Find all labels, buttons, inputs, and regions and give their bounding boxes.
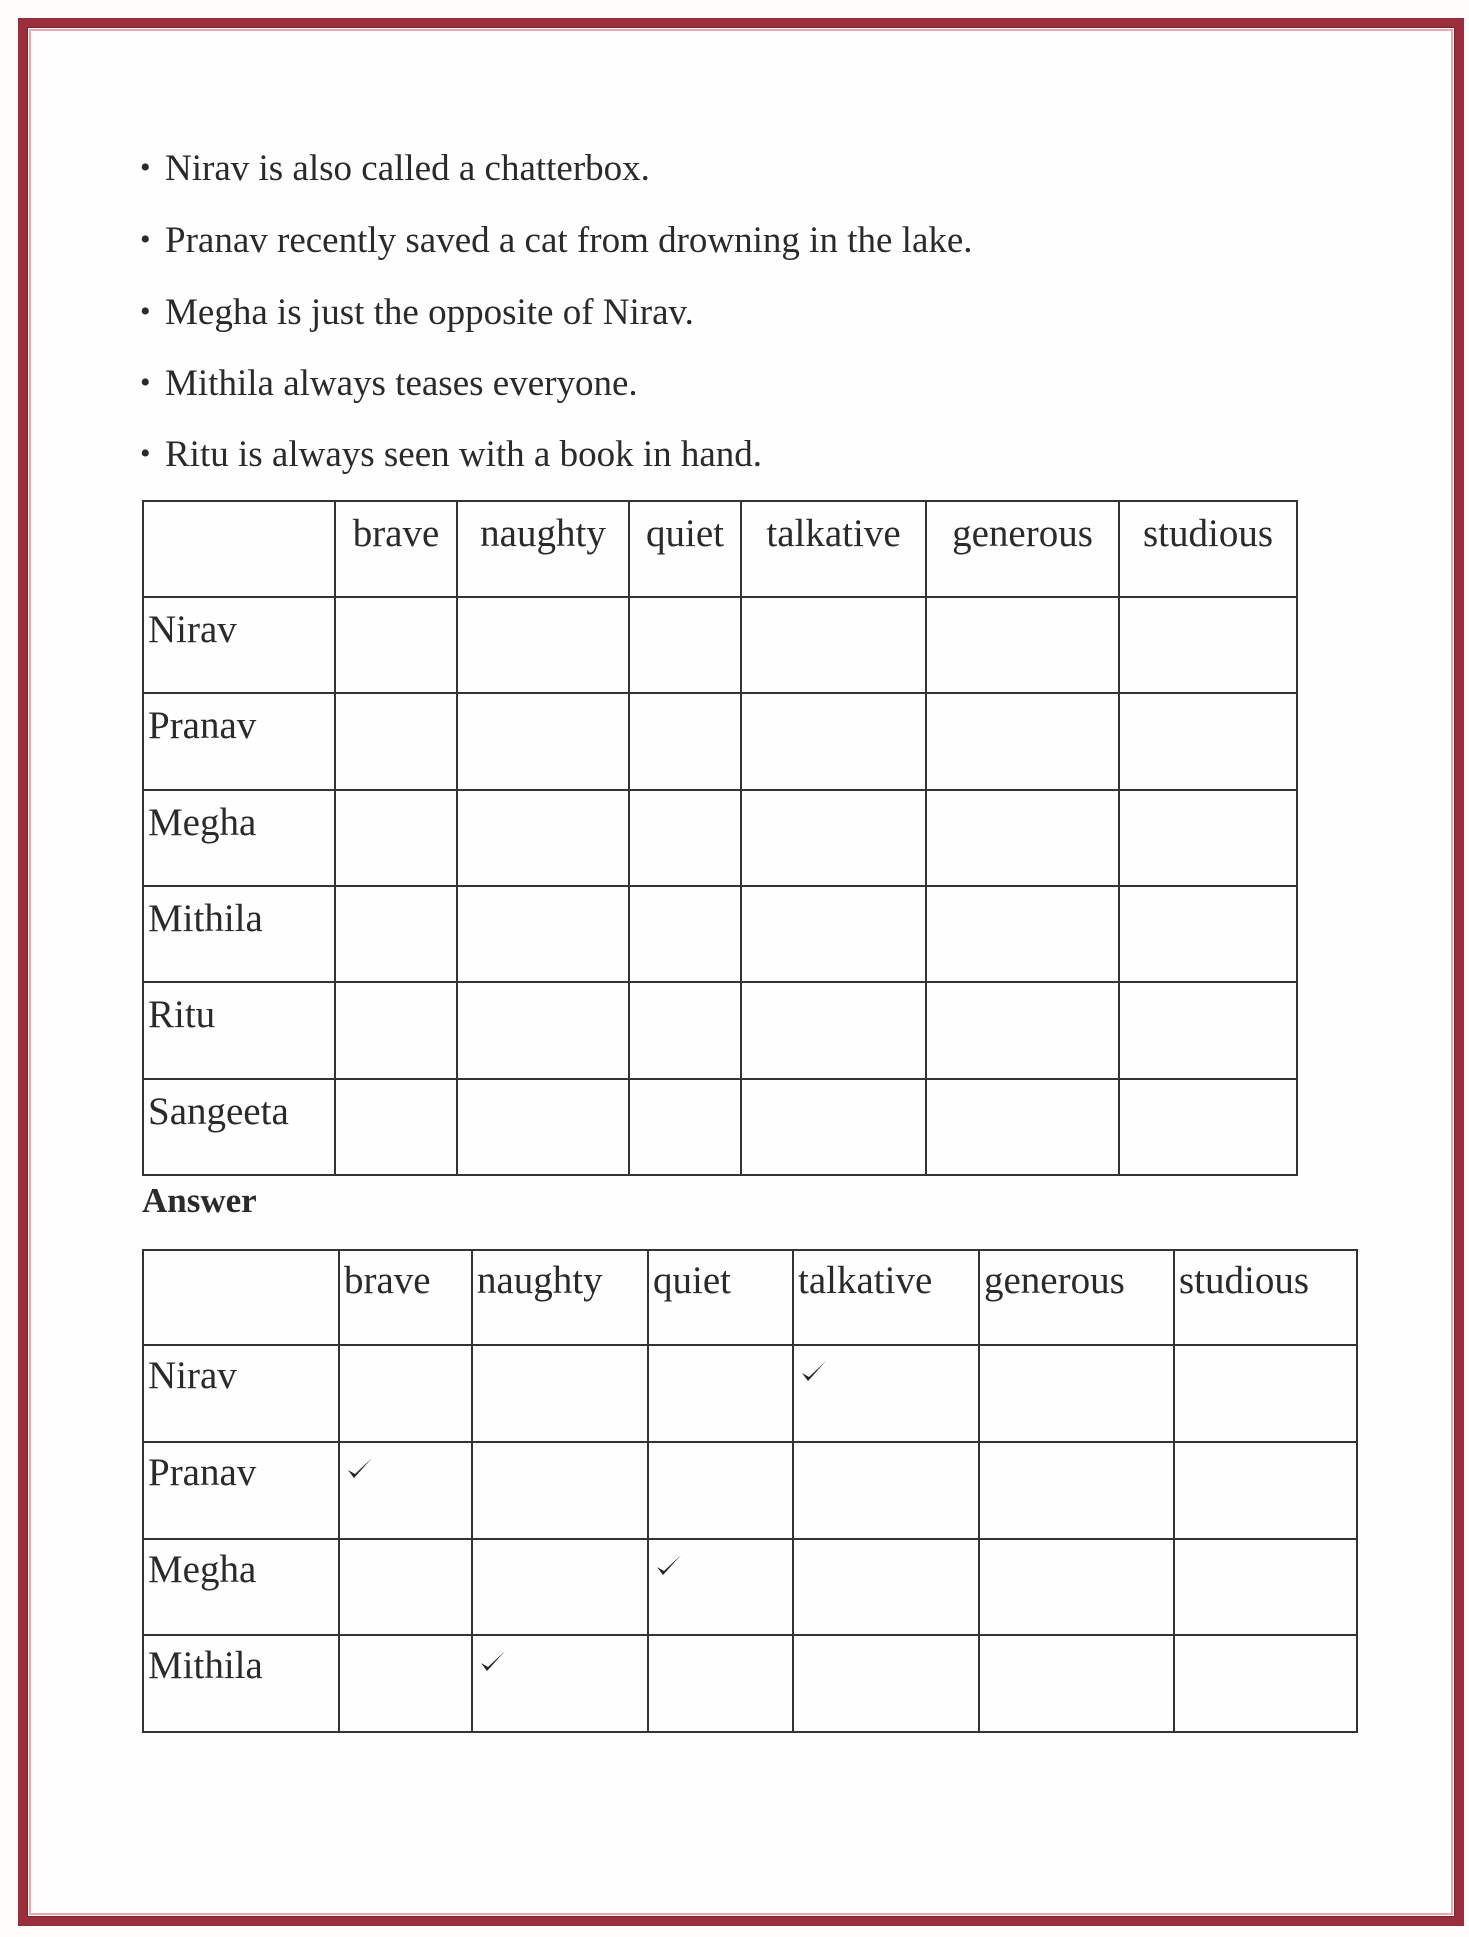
row-name-cell: Megha [143,790,335,886]
table-row [143,982,1297,1079]
empty-cell[interactable] [1119,597,1297,693]
empty-cell [472,1539,648,1635]
empty-cell [339,1635,472,1732]
header-cell-talkative: talkative [741,501,926,597]
empty-cell[interactable] [335,790,457,886]
header-cell-quiet: quiet [629,501,741,597]
empty-cell [1174,1635,1357,1732]
clue-text: Megha is just the opposite of Nirav. [165,292,694,333]
table-row [143,1539,1357,1635]
header-cell-talkative: talkative [793,1250,979,1345]
clue-item [140,150,650,187]
empty-cell[interactable] [926,1079,1119,1175]
table-row [143,886,1297,982]
header-cell-empty [143,1250,339,1345]
empty-cell[interactable] [741,597,926,693]
empty-cell[interactable] [457,886,629,982]
header-cell-generous: generous [979,1250,1174,1345]
row-name-cell: Megha [143,1539,339,1635]
empty-cell[interactable] [926,790,1119,886]
empty-cell[interactable] [926,982,1119,1079]
empty-cell [979,1345,1174,1442]
table-row [143,790,1297,886]
row-name-cell: Mithila [143,1635,339,1732]
row-name-cell: Pranav [143,693,335,790]
checked-cell [793,1345,979,1442]
empty-cell[interactable] [335,982,457,1079]
header-cell-quiet: quiet [648,1250,793,1345]
empty-cell[interactable] [335,597,457,693]
table-row [143,693,1297,790]
empty-cell[interactable] [335,886,457,982]
empty-cell[interactable] [457,1079,629,1175]
empty-cell[interactable] [926,886,1119,982]
empty-cell [648,1345,793,1442]
empty-cell[interactable] [629,790,741,886]
bullet-icon: • [140,151,151,184]
empty-cell[interactable] [1119,790,1297,886]
empty-cell[interactable] [629,982,741,1079]
clue-item [140,222,973,259]
row-name-cell: Pranav [143,1442,339,1539]
empty-cell [793,1539,979,1635]
empty-cell [793,1635,979,1732]
empty-cell [472,1442,648,1539]
empty-cell[interactable] [741,1079,926,1175]
empty-cell[interactable] [335,693,457,790]
clue-text: Pranav recently saved a cat from drowning in the lake. [165,220,973,261]
empty-cell[interactable] [457,982,629,1079]
header-cell-naughty: naughty [457,501,629,597]
checkmark-icon [649,1540,685,1582]
empty-cell [979,1442,1174,1539]
empty-cell[interactable] [741,886,926,982]
answer-table [142,1249,1358,1733]
empty-cell[interactable] [629,1079,741,1175]
empty-cell [1174,1539,1357,1635]
empty-cell[interactable] [926,693,1119,790]
empty-cell [339,1539,472,1635]
empty-cell [1174,1442,1357,1539]
row-name-cell: Nirav [143,597,335,693]
clue-item [140,436,762,473]
empty-cell[interactable] [629,597,741,693]
header-cell-studious: studious [1174,1250,1357,1345]
bullet-icon: • [140,437,151,470]
answer-heading: Answer [142,1181,257,1220]
header-cell-brave: brave [339,1250,472,1345]
table-row [143,1635,1357,1732]
header-cell-brave: brave [335,501,457,597]
row-name-cell: Ritu [143,982,335,1079]
row-name-cell: Mithila [143,886,335,982]
empty-cell[interactable] [629,693,741,790]
bullet-icon: • [140,295,151,328]
checkmark-icon [794,1346,830,1388]
clue-item [140,365,638,402]
empty-cell[interactable] [335,1079,457,1175]
empty-cell[interactable] [741,982,926,1079]
table-header-row [143,501,1297,597]
empty-cell [793,1442,979,1539]
empty-cell[interactable] [457,790,629,886]
empty-cell [472,1345,648,1442]
empty-cell[interactable] [1119,1079,1297,1175]
empty-cell[interactable] [1119,693,1297,790]
empty-cell[interactable] [457,597,629,693]
row-name-cell: Sangeeta [143,1079,335,1175]
clue-text: Mithila always teases everyone. [165,363,638,404]
empty-cell [979,1539,1174,1635]
checkmark-icon [340,1443,376,1485]
checked-cell [339,1442,472,1539]
header-cell-generous: generous [926,501,1119,597]
empty-cell[interactable] [629,886,741,982]
empty-cell [979,1635,1174,1732]
empty-cell [648,1635,793,1732]
empty-cell[interactable] [457,693,629,790]
bullet-icon: • [140,366,151,399]
empty-cell[interactable] [1119,982,1297,1079]
empty-cell[interactable] [741,693,926,790]
header-cell-naughty: naughty [472,1250,648,1345]
header-cell-empty [143,501,335,597]
table-row [143,597,1297,693]
clue-item [140,294,694,331]
empty-cell [339,1345,472,1442]
row-name-cell: Nirav [143,1345,339,1442]
checked-cell [648,1539,793,1635]
bullet-icon: • [140,223,151,256]
question-table [142,500,1298,1176]
empty-cell [648,1442,793,1539]
header-cell-studious: studious [1119,501,1297,597]
table-header-row [143,1250,1357,1345]
clue-text: Nirav is also called a chatterbox. [165,148,650,189]
checked-cell [472,1635,648,1732]
table-row [143,1079,1297,1175]
table-row [143,1442,1357,1539]
table-row [143,1345,1357,1442]
empty-cell[interactable] [926,597,1119,693]
checkmark-icon [473,1636,509,1678]
clue-text: Ritu is always seen with a book in hand. [165,434,763,475]
empty-cell[interactable] [741,790,926,886]
empty-cell[interactable] [1119,886,1297,982]
empty-cell [1174,1345,1357,1442]
